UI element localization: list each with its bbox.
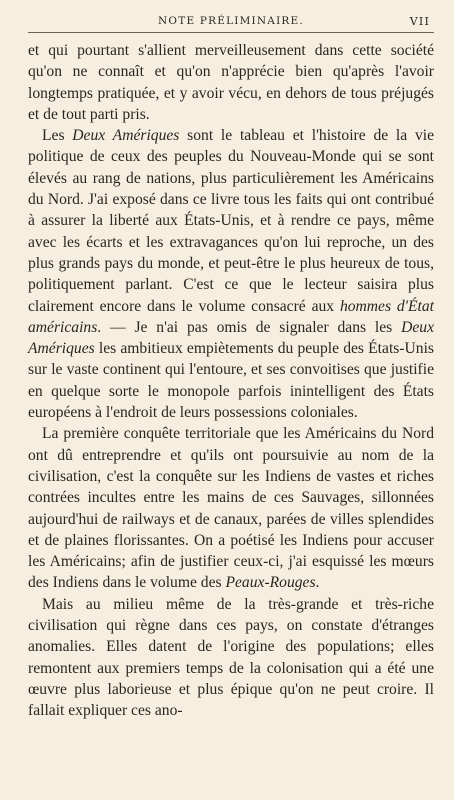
paragraph-2-text: . — Je n'ai pas omis de signaler dans les xyxy=(97,318,402,336)
paragraph-2-text: Les xyxy=(42,127,73,145)
paragraph-1: et qui pourtant s'allient merveilleusement dans cette société qu'on ne connaît et qu'on n'apprécie bien qu'après l'avoir longtemps pratiquée, et y avoir vécu, en dehors de tous préjugés et de tout parti pris. xyxy=(28,42,434,123)
running-title: NOTE PRÉLIMINAIRE. xyxy=(158,15,304,27)
book-title-deux-ameriques: Deux Amériques xyxy=(28,318,434,358)
paragraph-2 xyxy=(28,125,434,423)
paragraph-4: Mais au milieu même de la très-grande et très-riche civilisation qui règne dans ces pays, on constate d'étranges anomalies. Elles datent de l'origine des populations; elles remontent aux premiers temps de la colonisation qui a été une œuvre plus laborieuse et plus épique qu'on ne peut croire. Il fallait expliquer ces ano- xyxy=(28,595,434,720)
paragraph-3-text: La première conquête territoriale que les Américains du Nord ont dû entreprendre et qu'ils ont poursuivie au nom de la civilisation, c'est la conquête sur les Indiens de vastes et riches contrées incultes entre les mains de ces Sauvages, sillonnées aujourd'hui de railways et de canaux, parées de villes splendides et de plaines florissantes. On a poétisé les Indiens pour accuser les Américains; afin de justifier ceux-ci, j'ai esquissé les mœurs des Indiens dans le volume des xyxy=(28,425,434,592)
body-text xyxy=(28,40,434,722)
book-title-hommes-etat: hommes d'État américains xyxy=(28,297,435,336)
paragraph-2-text: sont le tableau et l'histoire de la vie politique de ceux des peuples du Nouveau-Monde qui se sont élevés au rang de nations, plus particulièrement les Américains du Nord. J'ai exposé dans ce livre tous les faits qui ont contribué à assurer la liberté aux États-Unis, et à rendre ce pays, même avec les écarts et les extravagances qu'on lui reproche, un des plus grands pays du monde, et peut-être le plus heureux de tous, politiquement parlant. C'est ce que le lecteur saisira plus clairement encore dans le volume consacré aux xyxy=(28,127,435,315)
paragraph-3-text: . xyxy=(315,574,320,592)
book-title-deux-ameriques: Deux Amériques xyxy=(72,127,180,145)
book-title-peaux-rouges: Peaux-Rouges xyxy=(225,574,316,592)
page-number: VII xyxy=(409,15,430,28)
running-head xyxy=(28,6,434,33)
paragraph-2-text: les ambitieux empiètements du peuple des États-Unis sur le vaste continent qui l'entoure, et ses convoitises que justifie en quelque sorte le monopole parfois inintelligent des États européens à l'endroit de leurs possessions coloniales. xyxy=(28,340,434,422)
paragraph-3 xyxy=(28,423,434,593)
